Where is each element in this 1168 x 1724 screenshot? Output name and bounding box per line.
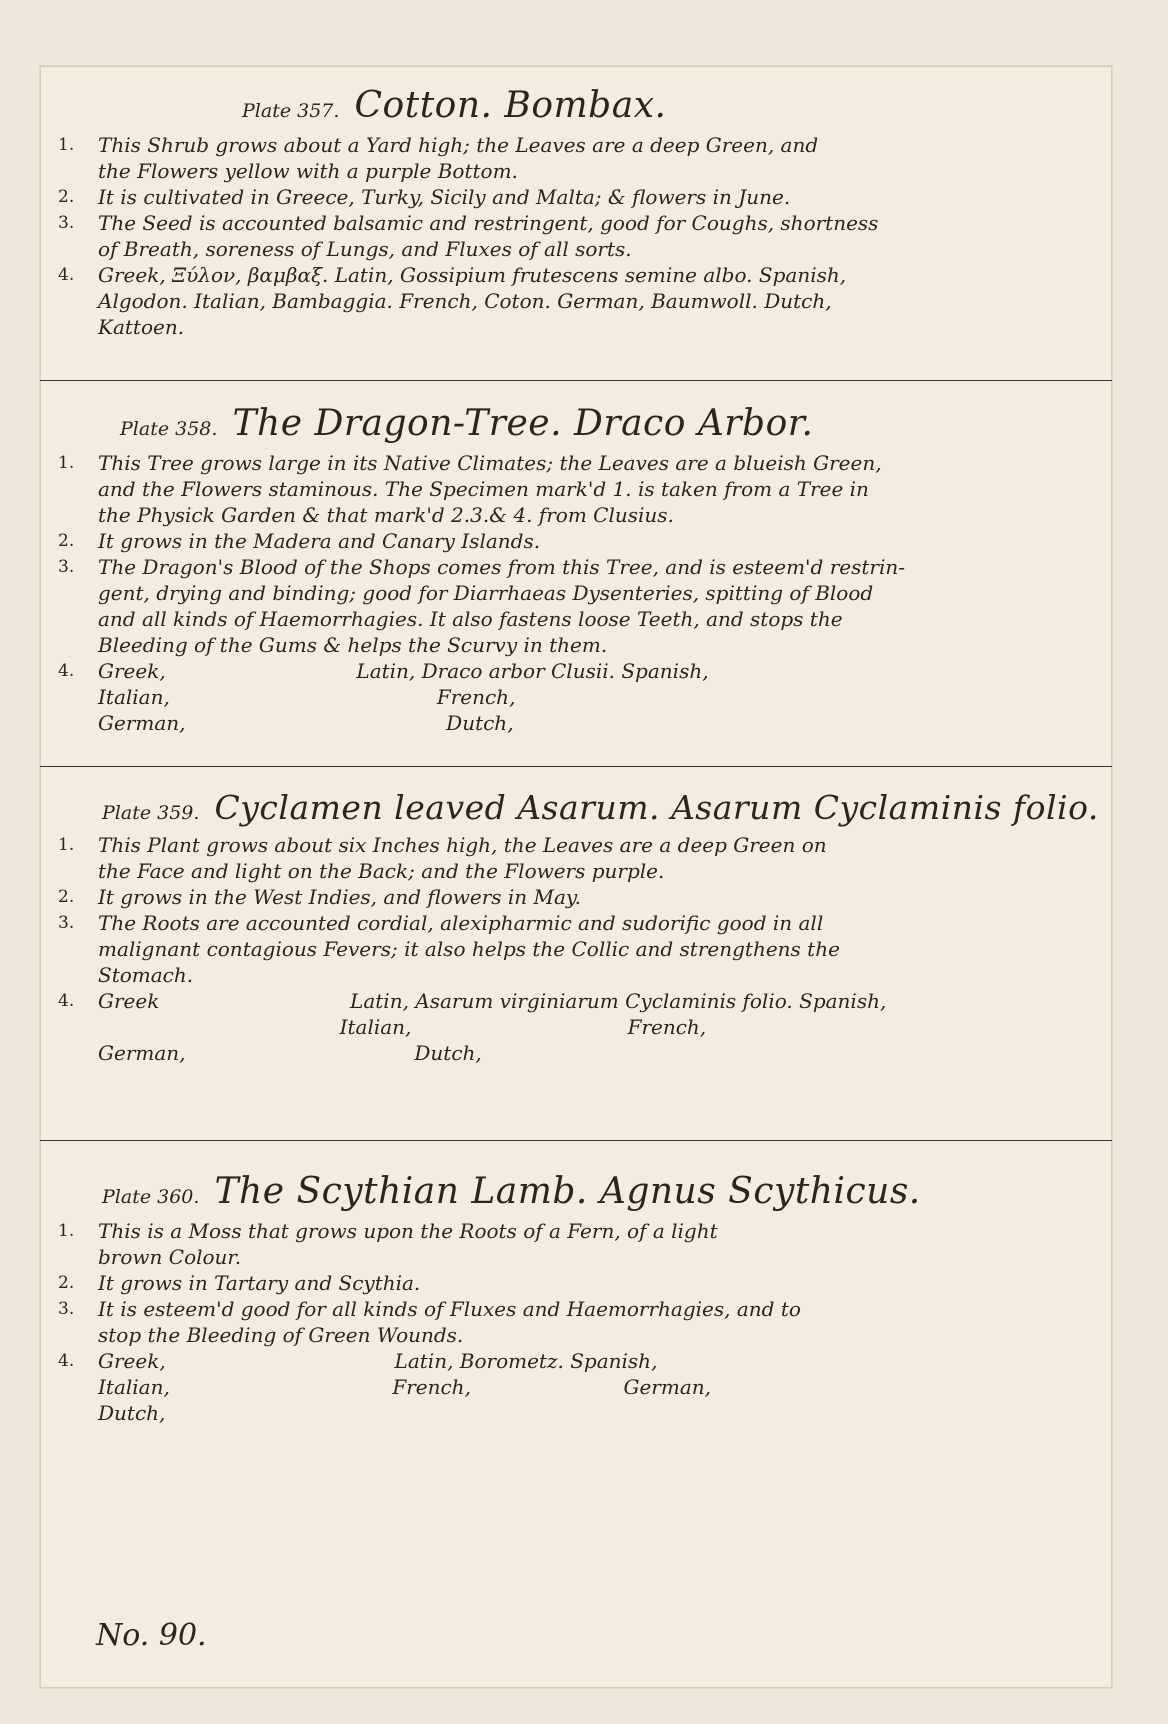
list-item	[58, 528, 1092, 554]
list-item	[58, 658, 1092, 736]
item-text: Greek, Latin, Borometz. Spanish, Italian, French, German, Dutch,	[98, 1348, 711, 1425]
item-text: This is a Moss that grows upon the Roots of a Fern, of a light brown Colour.	[98, 1218, 718, 1269]
plate-360-number: Plate 360.	[102, 1186, 200, 1208]
item-text: Greek, Ξύλον, βαμβαξ. Latin, Gossipium frutescens semine albo. Spanish, Algodon. Italian, Bambaggia. French, Coton. German, Baumwoll. Dutch, Kattoen.	[98, 262, 847, 339]
item-text: It grows in the Madera and Canary Islands.	[98, 528, 541, 553]
item-number: 1.	[58, 452, 75, 473]
item-number: 1.	[58, 134, 75, 155]
item-number: 4.	[58, 264, 75, 285]
item-number: 2.	[58, 530, 75, 551]
list-item	[58, 988, 1092, 1066]
item-text: Greek, Latin, Draco arbor Clusii. Spanish, Italian, French, German, Dutch,	[98, 658, 709, 735]
list-item	[58, 210, 1092, 262]
plate-357-section	[40, 86, 1112, 340]
list-item	[58, 1348, 1092, 1426]
item-number: 3.	[58, 913, 75, 934]
item-number: 3.	[58, 212, 75, 233]
section-divider	[40, 1140, 1112, 1141]
item-number: 1.	[58, 835, 75, 856]
plate-358-heading	[58, 404, 1092, 444]
item-text: It grows in Tartary and Scythia.	[98, 1270, 421, 1295]
item-number: 3.	[58, 556, 75, 577]
list-item	[58, 884, 1092, 910]
plate-357-items	[58, 132, 1092, 340]
plate-358-section	[40, 404, 1112, 736]
plate-360-heading	[58, 1172, 1092, 1212]
item-text: It grows in the West Indies, and flowers in May.	[98, 885, 581, 910]
item-text: It is cultivated in Greece, Turky, Sicily and Malta; & flowers in June.	[98, 184, 791, 209]
item-text: This Tree grows large in its Native Climates; the Leaves are a blueish Green, and the Flowers staminous. The Specimen mark'd 1. is taken from a Tree in the Physick Garden & that mark'd 2.3.& 4. from Clusius.	[98, 450, 882, 527]
plate-358-items	[58, 450, 1092, 736]
item-text: Greek Latin, Asarum virginiarum Cyclaminis folio. Spanish, Italian, French, German, Dutch,	[98, 989, 887, 1066]
item-text: This Plant grows about six Inches high, the Leaves are a deep Green on the Face and light on the Back; and the Flowers purple.	[98, 833, 827, 884]
list-item	[58, 1270, 1092, 1296]
item-number: 4.	[58, 991, 75, 1012]
engraved-plate-page	[40, 66, 1112, 1688]
list-item	[58, 1218, 1092, 1270]
plate-357-title: Cotton. Bombax.	[354, 85, 667, 126]
item-text: The Roots are accounted cordial, alexipharmic and sudorific good in all malignant contagious Fevers; it also helps the Collic and strengthens the Stomach.	[98, 911, 840, 988]
list-item	[58, 554, 1092, 658]
plate-359-number: Plate 359.	[102, 802, 200, 824]
item-text: The Seed is accounted balsamic and restringent, good for Coughs, shortness of Breath, soreness of Lungs, and Fluxes of all sorts.	[98, 210, 879, 261]
item-text: It is esteem'd good for all kinds of Fluxes and Haemorrhagies, and to stop the Bleeding of Green Wounds.	[98, 1296, 801, 1347]
plate-360-title: The Scythian Lamb. Agnus Scythicus.	[214, 1171, 921, 1212]
plate-359-section	[40, 790, 1112, 1066]
page-number-footer: No. 90.	[96, 1618, 207, 1653]
plate-359-title: Cyclamen leaved Asarum. Asarum Cyclaminis folio.	[214, 788, 1099, 827]
list-item	[58, 450, 1092, 528]
plate-359-items	[58, 832, 1092, 1066]
item-number: 2.	[58, 887, 75, 908]
plate-357-number: Plate 357.	[242, 100, 340, 122]
plate-358-title: The Dragon-Tree. Draco Arbor.	[232, 403, 814, 444]
list-item	[58, 832, 1092, 884]
list-item	[58, 910, 1092, 988]
item-number: 1.	[58, 1220, 75, 1241]
list-item	[58, 184, 1092, 210]
item-number: 2.	[58, 186, 75, 207]
section-divider	[40, 766, 1112, 767]
list-item	[58, 262, 1092, 340]
list-item	[58, 132, 1092, 184]
item-text: The Dragon's Blood of the Shops comes from this Tree, and is esteem'd restrin- gent, drying and binding; good for Diarrhaeas Dysenteries, spitting of Blood and all kinds of Haemorrhagies. It also fastens loose Teeth, and stops the Bleeding of the Gums & helps the Scurvy in them.	[98, 554, 905, 657]
item-number: 4.	[58, 1350, 75, 1371]
item-text: This Shrub grows about a Yard high; the Leaves are a deep Green, and the Flowers yellow with a purple Bottom.	[98, 132, 819, 183]
item-number: 3.	[58, 1298, 75, 1319]
plate-357-heading	[58, 86, 1092, 126]
plate-360-items	[58, 1218, 1092, 1426]
section-divider	[40, 380, 1112, 381]
plate-359-heading	[58, 788, 1099, 827]
list-item	[58, 1296, 1092, 1348]
item-number: 4.	[58, 660, 75, 681]
plate-358-number: Plate 358.	[120, 418, 218, 440]
plate-360-section	[40, 1172, 1112, 1426]
item-number: 2.	[58, 1272, 75, 1293]
